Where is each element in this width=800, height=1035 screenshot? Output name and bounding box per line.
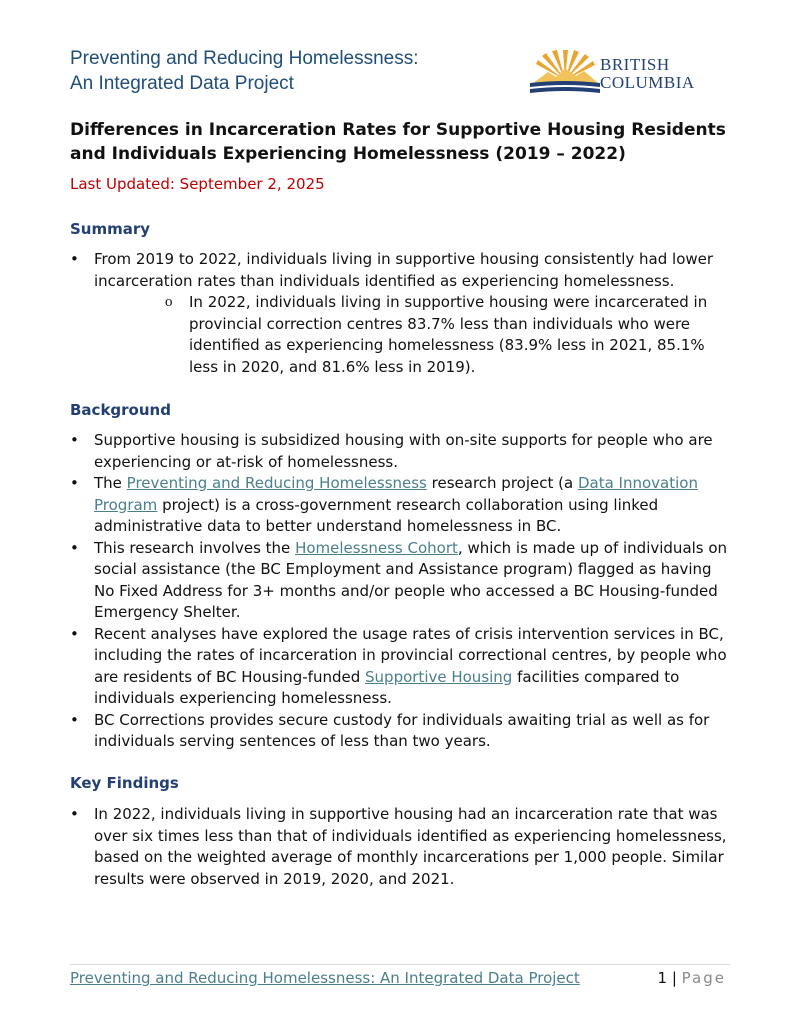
document-title — [70, 118, 730, 166]
text: , which is made up of individuals on social assistance (the BC Employment and Assistance program) flagged as having No Fixed Address for 3+ months and/or people who accessed a BC Housing-funded Emergency Shelter. — [94, 538, 728, 621]
summary-subitem — [165, 292, 730, 378]
list-item — [70, 804, 730, 890]
key-findings-list — [70, 804, 730, 890]
list-item — [70, 473, 730, 538]
summary-list — [70, 249, 730, 378]
page-header — [70, 46, 730, 106]
list-item — [70, 538, 730, 624]
page-footer — [70, 964, 730, 987]
page-separator: | — [667, 969, 682, 987]
sub-bullet-marker: o — [165, 294, 173, 310]
page-indicator — [658, 969, 726, 987]
logo-line1: BRITISH — [600, 55, 670, 74]
text: project) is a cross-government research collaboration using linked administrative data to better understand homelessness in BC. — [94, 495, 659, 535]
text: The — [94, 474, 127, 492]
link-preventing-reducing-homelessness[interactable]: Preventing and Reducing Homelessness — [126, 474, 427, 492]
bc-logo — [530, 50, 695, 96]
list-item — [70, 624, 730, 710]
text: This research involves the — [94, 538, 296, 557]
list-item — [70, 710, 730, 753]
logo-line2: COLUMBIA — [600, 73, 695, 92]
link-supportive-housing[interactable]: Supportive Housing — [365, 667, 513, 686]
last-updated: Last Updated: September 2, 2025 — [70, 175, 325, 193]
document-title-line1: Differences in Incarceration Rates for Supportive Housing Residents — [70, 120, 726, 140]
text: research project (a — [426, 474, 578, 492]
list-item — [70, 430, 730, 473]
summary-bullet-1: From 2019 to 2022, individuals living in supportive housing consistently had lower incarceration rates than individuals identified as experiencing homelessness. — [94, 250, 714, 290]
background-bullet-5: BC Corrections provides secure custody for individuals awaiting trial as well as for individuals serving sentences of less than two years. — [94, 710, 710, 750]
key-findings-bullet-1: In 2022, individuals living in supportive housing had an incarceration rate that was over six times less than that of individuals identified as experiencing homelessness, based on the weighted average of monthly incarcerations per 1,000 people. Similar results were observed in 2019, 2020, and 2021. — [94, 805, 727, 888]
sunrise-mountain-icon — [530, 50, 600, 96]
footer-project-link[interactable]: Preventing and Reducing Homelessness: An Integrated Data Project — [70, 969, 580, 987]
document-title-line2: and Individuals Experiencing Homelessness (2019 – 2022) — [70, 144, 626, 164]
page-word: Page — [681, 969, 726, 987]
link-data-innovation-program[interactable]: Data Innovation Program — [94, 474, 698, 514]
text: Recent analyses have explored the usage rates of crisis intervention services in BC, including the rates of incarceration in provincial correctional centres, by people who are residents of BC Housing-funded — [94, 624, 727, 686]
summary-heading: Summary — [70, 220, 151, 238]
list-item — [70, 249, 730, 378]
background-bullet-1: Supportive housing is subsidized housing with on-site supports for people who are experiencing or at-risk of homelessness. — [94, 431, 713, 471]
summary-subitem-text: In 2022, individuals living in supportive housing were incarcerated in provincial correction centres 83.7% less than individuals who were identified as experiencing homelessness (83.9% less in 2021, 85.1% less in 2020, and 81.6% less in 2019). — [189, 293, 708, 376]
text: facilities compared to individuals experiencing homelessness. — [94, 667, 680, 707]
logo-wordmark — [600, 56, 695, 92]
background-list — [70, 430, 730, 753]
project-title-line1: Preventing and Reducing Homelessness: — [70, 48, 419, 69]
link-homelessness-cohort[interactable]: Homelessness Cohort — [295, 538, 458, 557]
key-findings-heading: Key Findings — [70, 774, 179, 792]
page-number: 1 — [657, 969, 668, 987]
background-heading: Background — [70, 401, 171, 419]
project-title-line2: An Integrated Data Project — [70, 73, 294, 94]
